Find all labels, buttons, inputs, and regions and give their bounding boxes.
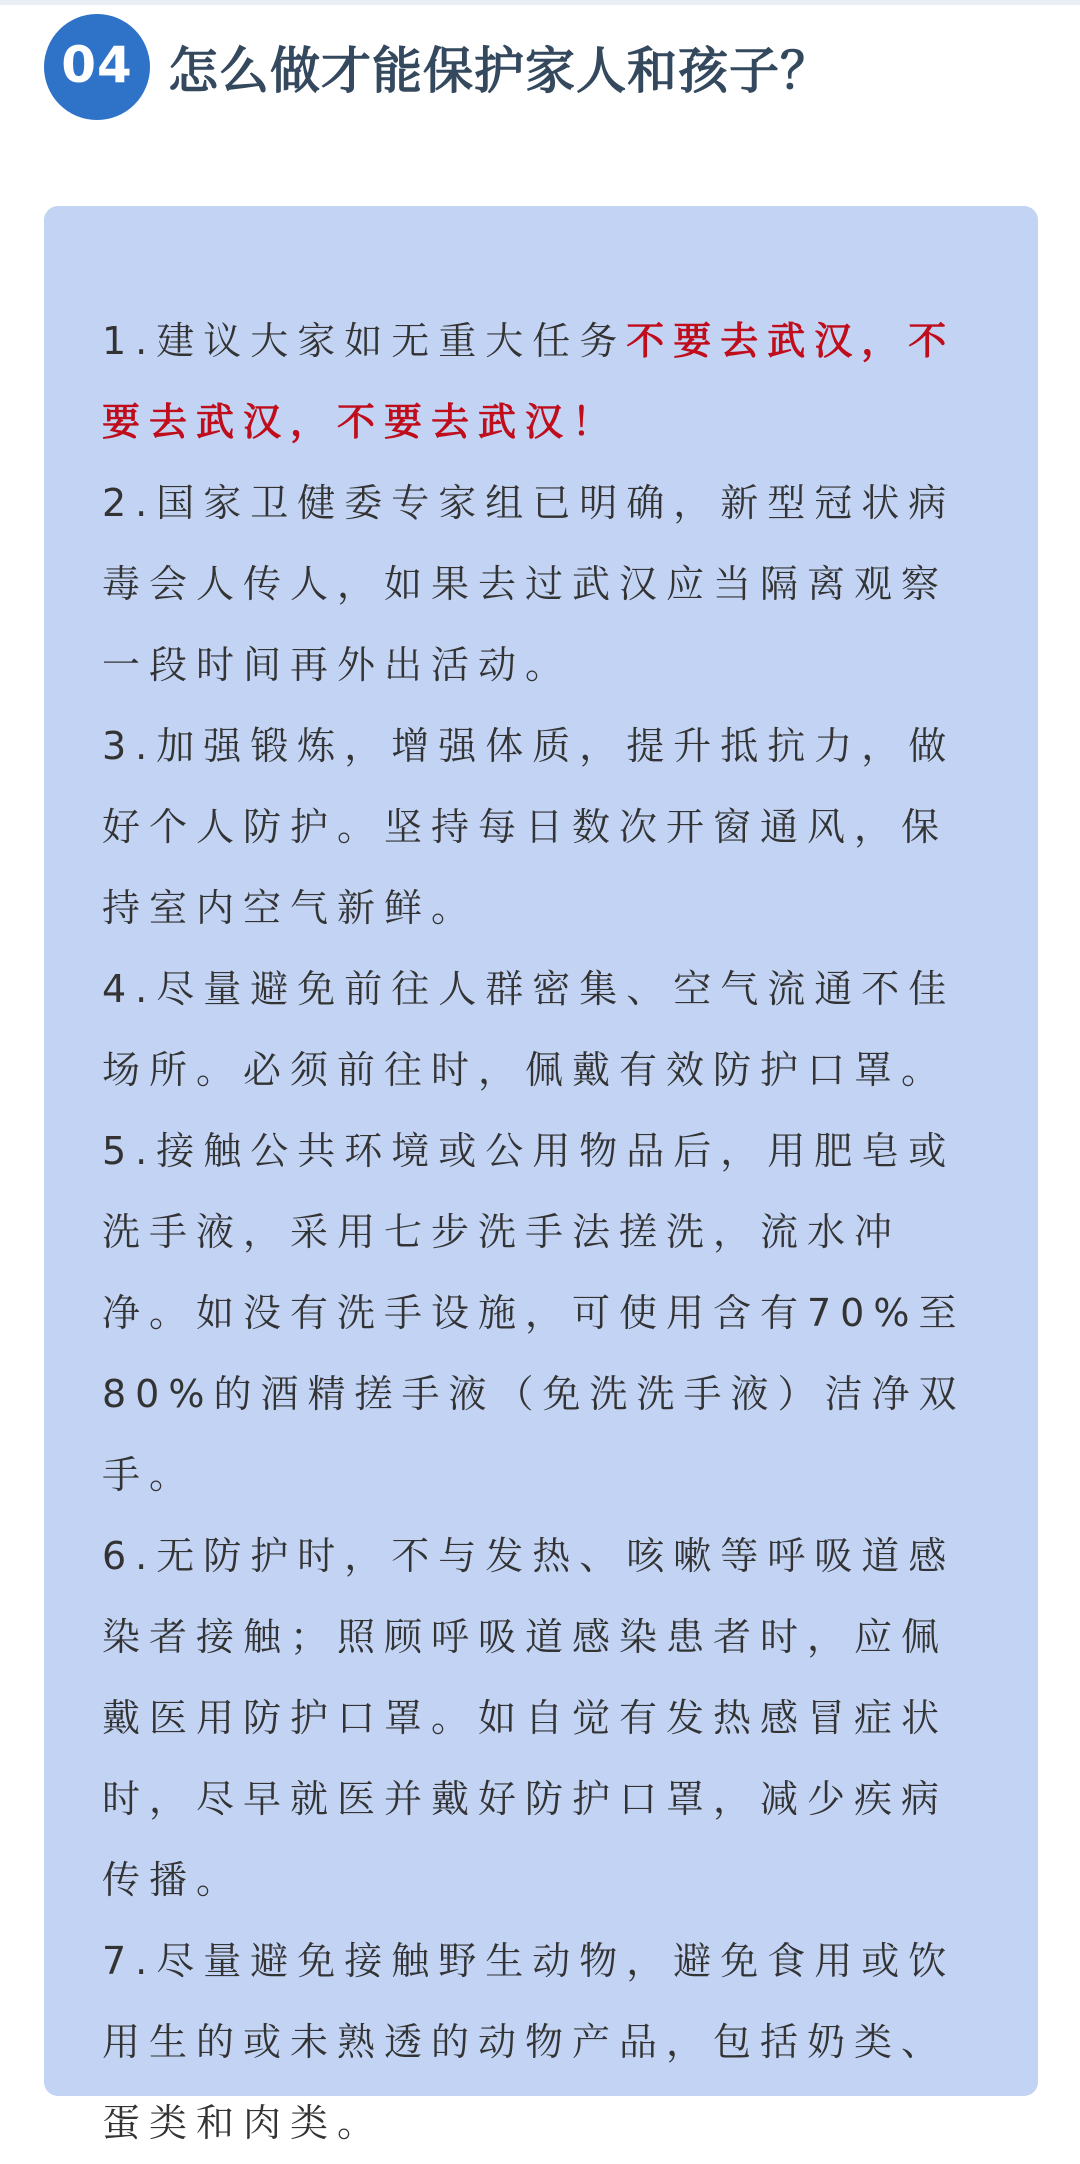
advice-item-1-text: 1.建议大家如无重大任务: [102, 319, 627, 363]
section-title: 怎么做才能保护家人和孩子？: [168, 42, 831, 100]
advice-card: [44, 206, 1038, 2145]
advice-item-2: 2.国家卫健委专家组已明确，新型冠状病毒会人传人，如果去过武汉应当隔离观察一段时间再外出活动。: [102, 481, 956, 687]
advice-item-1-emphasis: 不要去武汉，不要去武汉，不要去武汉！: [102, 319, 956, 444]
section-number-badge: 04: [44, 14, 150, 120]
advice-item-3: 3.加强锻炼，增强体质，提升抵抗力，做好个人防护。坚持每日数次开窗通风，保持室内空气新鲜。: [102, 724, 956, 930]
advice-item-5: 5.接触公共环境或公用物品后，用肥皂或洗手液，采用七步洗手法搓洗，流水冲净。如没有洗手设施，可使用含有70%至80%的酒精搓手液（免洗洗手液）洁净双手。: [102, 1129, 966, 1497]
advice-item-7: 7.尽量避免接触野生动物，避免食用或饮用生的或未熟透的动物产品，包括奶类、蛋类和肉类。: [102, 1939, 956, 2145]
advice-item-6: 6.无防护时，不与发热、咳嗽等呼吸道感染者接触；照顾呼吸道感染患者时，应佩戴医用防护口罩。如自觉有发热感冒症状时，尽早就医并戴好防护口罩，减少疾病传播。: [102, 1534, 956, 1902]
advice-item-4: 4.尽量避免前往人群密集、空气流通不佳场所。必须前往时，佩戴有效防护口罩。: [102, 967, 956, 1092]
section-header: [44, 12, 831, 122]
top-divider: [0, 0, 1080, 5]
advice-item-1: [102, 301, 980, 463]
